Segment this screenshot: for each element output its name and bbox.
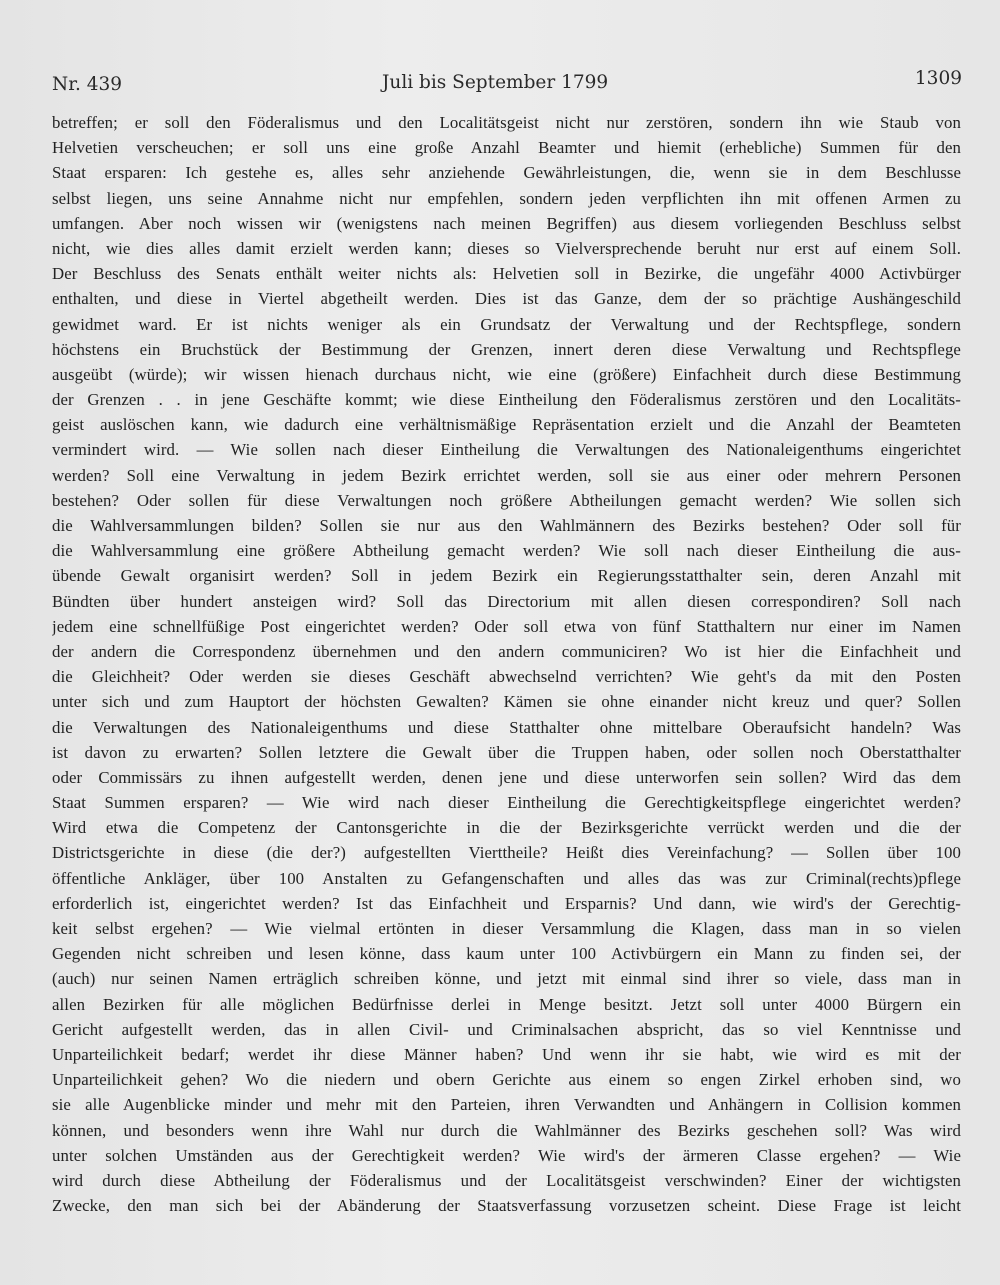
text-line: Zwecke, den man sich bei der Abänderung der Staatsverfassung vorzusetzen scheint. Diese Frage ist leicht [52, 1196, 961, 1216]
text-line: ausgeübt (würde); wir wissen hienach durchaus nicht, wie eine (größere) Einfachheit durch diese Bestimmung [52, 364, 961, 384]
text-line: werden? Soll eine Verwaltung in jedem Bezirk errichtet werden, soll sie aus einer oder mehrern Personen [52, 465, 961, 485]
body-text [52, 110, 961, 1218]
text-line: ist davon zu erwarten? Sollen letztere die Gewalt über die Truppen haben, oder sollen noch Oberstatthalter [52, 742, 961, 762]
text-line: Gegenden nicht schreiben und lesen könne, dass kaum unter 100 Activbürgern ein Mann zu finden sei, der [52, 944, 961, 964]
text-line: geist auslöschen kann, wie dadurch eine verhältnismäßige Repräsentation erzielt und die Anzahl der Beamteten [52, 415, 961, 435]
text-line: unter sich und zum Hauptort der höchsten Gewalten? Kämen sie ohne einander nicht kreuz und quer? Sollen [52, 692, 961, 712]
text-line: Staat Summen ersparen? — Wie wird nach dieser Eintheilung die Gerechtigkeitspflege eingerichtet werden? [52, 793, 961, 813]
text-line: Bündten über hundert ansteigen wird? Soll das Directorium mit allen diesen correspondiren? Soll nach [52, 591, 961, 611]
text-line: gewidmet ward. Er ist nichts weniger als ein Grundsatz der Verwaltung und der Rechtspflege, sondern [52, 314, 961, 334]
text-line: die Wahlversammlung eine größere Abtheilung gemacht werden? Wie soll nach dieser Eintheilung die aus- [52, 541, 961, 561]
running-title: Juli bis September 1799 [382, 72, 609, 93]
text-line: öffentliche Ankläger, über 100 Anstalten zu Gefangenschaften und alles das was zur Criminal(rechts)pflege [52, 868, 961, 888]
text-line: wird durch diese Abtheilung der Föderalismus und der Localitätsgeist verschwinden? Einer der wichtigsten [52, 1170, 961, 1190]
text-line: nicht, wie dies alles damit erzielt werden kann; dieses so Vielversprechende beruht nur erst auf einem Soll. [52, 238, 961, 258]
text-line: übende Gewalt organisirt werden? Soll in jedem Bezirk ein Regierungsstatthalter sein, deren Anzahl mit [52, 566, 961, 586]
text-line: die Gleichheit? Oder werden sie dieses Geschäft abwechselnd verrichten? Wie geht's da mit den Posten [52, 667, 961, 687]
text-line: Helvetien verscheuchen; er soll uns eine große Anzahl Beamter und hiemit (erhebliche) Summen für den [52, 138, 961, 158]
text-line: der andern die Correspondenz übernehmen und den andern communiciren? Wo ist hier die Einfachheit und [52, 641, 961, 661]
text-line: Gericht aufgestellt werden, das in allen Civil- und Criminalsachen abspricht, das so viel Kenntnisse und [52, 1019, 961, 1039]
text-line: der Grenzen . . in jene Geschäfte kommt; wie diese Eintheilung den Föderalismus zerstören und den Localitäts- [52, 390, 961, 410]
text-line: oder Commissärs zu ihnen aufgestellt werden, denen jene und diese unterworfen sein sollen? Wird das dem [52, 767, 961, 787]
text-line: Districtsgerichte in diese (die der?) aufgestellten Vierttheile? Heißt dies Vereinfachung? — Sollen über 100 [52, 843, 961, 863]
document-number: Nr. 439 [52, 74, 123, 95]
text-line: die Verwaltungen des Nationaleigenthums und diese Statthalter ohne mittelbare Oberaufsicht handeln? Was [52, 717, 961, 737]
text-line: die Wahlversammlungen bilden? Sollen sie nur aus den Wahlmännern des Bezirks bestehen? Oder soll für [52, 516, 961, 535]
text-line: Wird etwa die Competenz der Cantonsgerichte in die der Bezirksgerichte verrückt werden und die der [52, 818, 961, 838]
text-line: jedem eine schnellfüßige Post eingerichtet werden? Oder soll etwa von fünf Statthaltern nur einer im Namen [52, 616, 961, 636]
page-number: 1309 [914, 68, 962, 89]
page-header [52, 68, 962, 102]
text-line: (auch) nur seinen Namen erträglich schreiben könne, und jetzt mit einmal sind ihrer so viele, dass man in [52, 969, 961, 989]
text-line: Staat ersparen: Ich gestehe es, alles sehr anziehende Gewährleistungen, die, wenn sie in dem Beschlusse [52, 163, 961, 183]
text-line: enthalten, und diese in Viertel abgetheilt werden. Dies ist das Ganze, dem der so prächtige Aushängeschild [52, 289, 961, 309]
text-line: unter solchen Umständen aus der Gerechtigkeit werden? Wie wird's der ärmeren Classe ergehen? — Wie [52, 1145, 961, 1165]
text-line: allen Bezirken für alle möglichen Bedürfnisse derlei in Menge besitzt. Jetzt soll unter 4000 Bürgern ein [52, 994, 961, 1014]
text-line: sie alle Augenblicke minder und mehr mit den Parteien, ihren Verwandten und Anhängern in Collision kommen [52, 1095, 961, 1115]
text-line: Unparteilichkeit gehen? Wo die niedern und obern Gerichte aus einem so engen Zirkel erhoben sind, wo [52, 1070, 961, 1090]
text-line: Der Beschluss des Senats enthält weiter nichts als: Helvetien soll in Bezirke, die ungefähr 4000 Activbürger [52, 264, 961, 284]
text-line: erforderlich ist, eingerichtet werden? Ist das Einfachheit und Ersparnis? Und dann, wie wird's der Gerechtig- [52, 893, 961, 913]
text-line: umfangen. Aber noch wissen wir (wenigstens nach meinen Begriffen) aus diesem vorliegenden Beschluss selbst [52, 213, 961, 233]
text-line: betreffen; er soll den Föderalismus und den Localitätsgeist nicht nur zerstören, sondern ihn wie Staub von [52, 113, 961, 132]
text-line: höchstens ein Bruchstück der Bestimmung der Grenzen, innert deren diese Verwaltung und Rechtspflege [52, 339, 961, 359]
text-line: Unparteilichkeit bedarf; werdet ihr diese Männer haben? Und wenn ihr sie habt, wie wird es mit der [52, 1044, 961, 1064]
text-line: keit selbst ergehen? — Wie vielmal ertönten in dieser Versammlung die Klagen, dass man in so vielen [52, 919, 961, 938]
text-line: selbst liegen, uns seine Annahme nicht nur empfehlen, sondern jeden verpflichten ihn mit offenen Armen zu [52, 188, 961, 208]
text-line: vermindert wird. — Wie sollen nach dieser Eintheilung die Verwaltungen des Nationaleigenthums eingerichtet [52, 440, 961, 460]
text-line: können, und besonders wenn ihre Wahl nur durch die Wahlmänner des Bezirks geschehen soll? Was wird [52, 1120, 961, 1140]
text-line: bestehen? Oder sollen für diese Verwaltungen noch größere Abtheilungen gemacht werden? Wie sollen sich [52, 490, 961, 510]
